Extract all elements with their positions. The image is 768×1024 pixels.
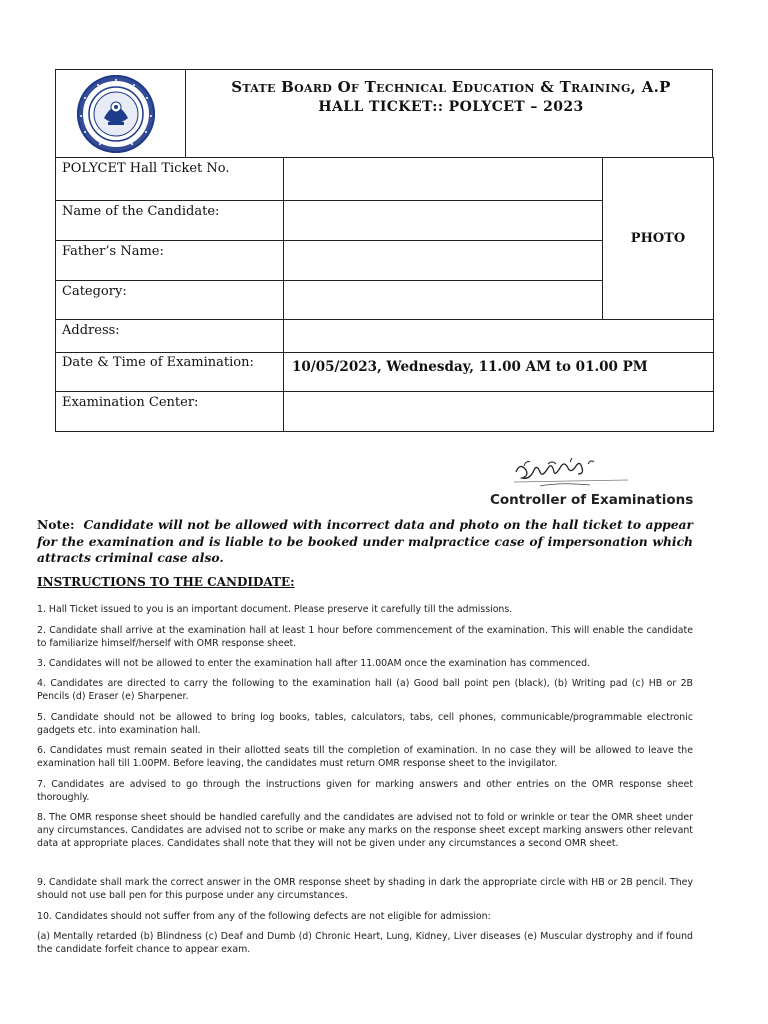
father-name-label: Father’s Name:: [56, 241, 284, 281]
address-label: Address:: [56, 320, 284, 353]
hall-ticket-title: HALL TICKET:: POLYCET – 2023: [318, 99, 584, 115]
instruction-item: 5. Candidate should not be allowed to bring log books, tables, calculators, tabs, cell phones, communicable/programmable electronic gadgets etc. into examination hall.: [37, 712, 693, 736]
exam-center-value: [284, 392, 714, 432]
table-row: [56, 158, 714, 201]
datetime-label: Date & Time of Examination:: [56, 353, 284, 392]
exam-center-label: Examination Center:: [56, 392, 284, 432]
instruction-item: 8. The OMR response sheet should be handled carefully and the candidates are advised not to fold or wrinkle or tear the OMR sheet under any circumstances. Candidates are advised not to scribe or make any marks on the response sheet except marking answers other relevant data at appropriate places. Candidates shall note that they will not be given under any circumstances a second OMR sheet.: [37, 812, 693, 849]
instruction-item: 4. Candidates are directed to carry the following to the examination hall (a) Good ball point pen (black), (b) Writing pad (c) HB or 2B Pencils (d) Eraser (e) Sharpener.: [37, 678, 693, 702]
candidate-name-label: Name of the Candidate:: [56, 201, 284, 241]
candidate-details-table: [55, 157, 714, 432]
malpractice-note: [37, 517, 693, 567]
board-seal-icon: [62, 74, 170, 154]
table-row: [56, 353, 714, 392]
controller-title: Controller of Examinations: [490, 492, 694, 508]
instruction-item: 10. Candidates should not suffer from any of the following defects are not eligible for admission:: [37, 911, 491, 922]
logo-cell: [56, 70, 186, 158]
instruction-item: 7. Candidates are advised to go through the instructions given for marking answers and other entries on the OMR response sheet thoroughly.: [37, 779, 693, 803]
instruction-item: (a) Mentally retarded (b) Blindness (c) Deaf and Dumb (d) Chronic Heart, Lung, Kidney, Liver diseases (e) Muscular dystrophy and if found the candidate forfeit chance to appear exam.: [37, 931, 693, 955]
address-value: [284, 320, 714, 353]
father-name-value: [284, 241, 603, 281]
candidate-name-value: [284, 201, 603, 241]
datetime-value: 10/05/2023, Wednesday, 11.00 AM to 01.00 PM: [284, 353, 714, 392]
instruction-item: 6. Candidates must remain seated in their allotted seats till the completion of examination. In no case they will be allowed to leave the examination hall till 1.00PM. Before leaving, the candidates must return OMR response sheet to the invigilator.: [37, 745, 693, 769]
board-name: State Board Of Technical Education & Training, A.P: [231, 78, 671, 96]
note-lead: Note:: [37, 517, 75, 532]
controller-signature-icon: [510, 452, 630, 490]
instruction-item: 2. Candidate shall arrive at the examination hall at least 1 hour before commencement of the examination. This will enable the candidate to familiarize himself/herself with OMR response sheet.: [37, 625, 693, 649]
ticket-header: [55, 69, 713, 157]
table-row: [56, 392, 714, 432]
hall-ticket-sheet: [55, 69, 713, 432]
category-value: [284, 281, 603, 320]
hall-ticket-label: POLYCET Hall Ticket No.: [56, 158, 284, 201]
photo-box: PHOTO: [603, 158, 714, 320]
hall-ticket-value: [284, 158, 603, 201]
instruction-item: 1. Hall Ticket issued to you is an important document. Please preserve it carefully till the admissions.: [37, 604, 513, 615]
instruction-item: 9. Candidate shall mark the correct answer in the OMR response sheet by shading in dark the appropriate circle with HB or 2B pencil. They should not use ball pen for this purpose under any circumstances.: [37, 877, 693, 901]
instruction-item: 3. Candidates will not be allowed to enter the examination hall after 11.00AM once the examination has commenced.: [37, 658, 591, 669]
instructions-title: INSTRUCTIONS TO THE CANDIDATE:: [37, 575, 295, 589]
category-label: Category:: [56, 281, 284, 320]
note-text: Candidate will not be allowed with incorrect data and photo on the hall ticket to appear for the examination and is liable to be booked under malpractice case of impersonation which attracts criminal case also.: [37, 517, 693, 565]
table-row: [56, 320, 714, 353]
